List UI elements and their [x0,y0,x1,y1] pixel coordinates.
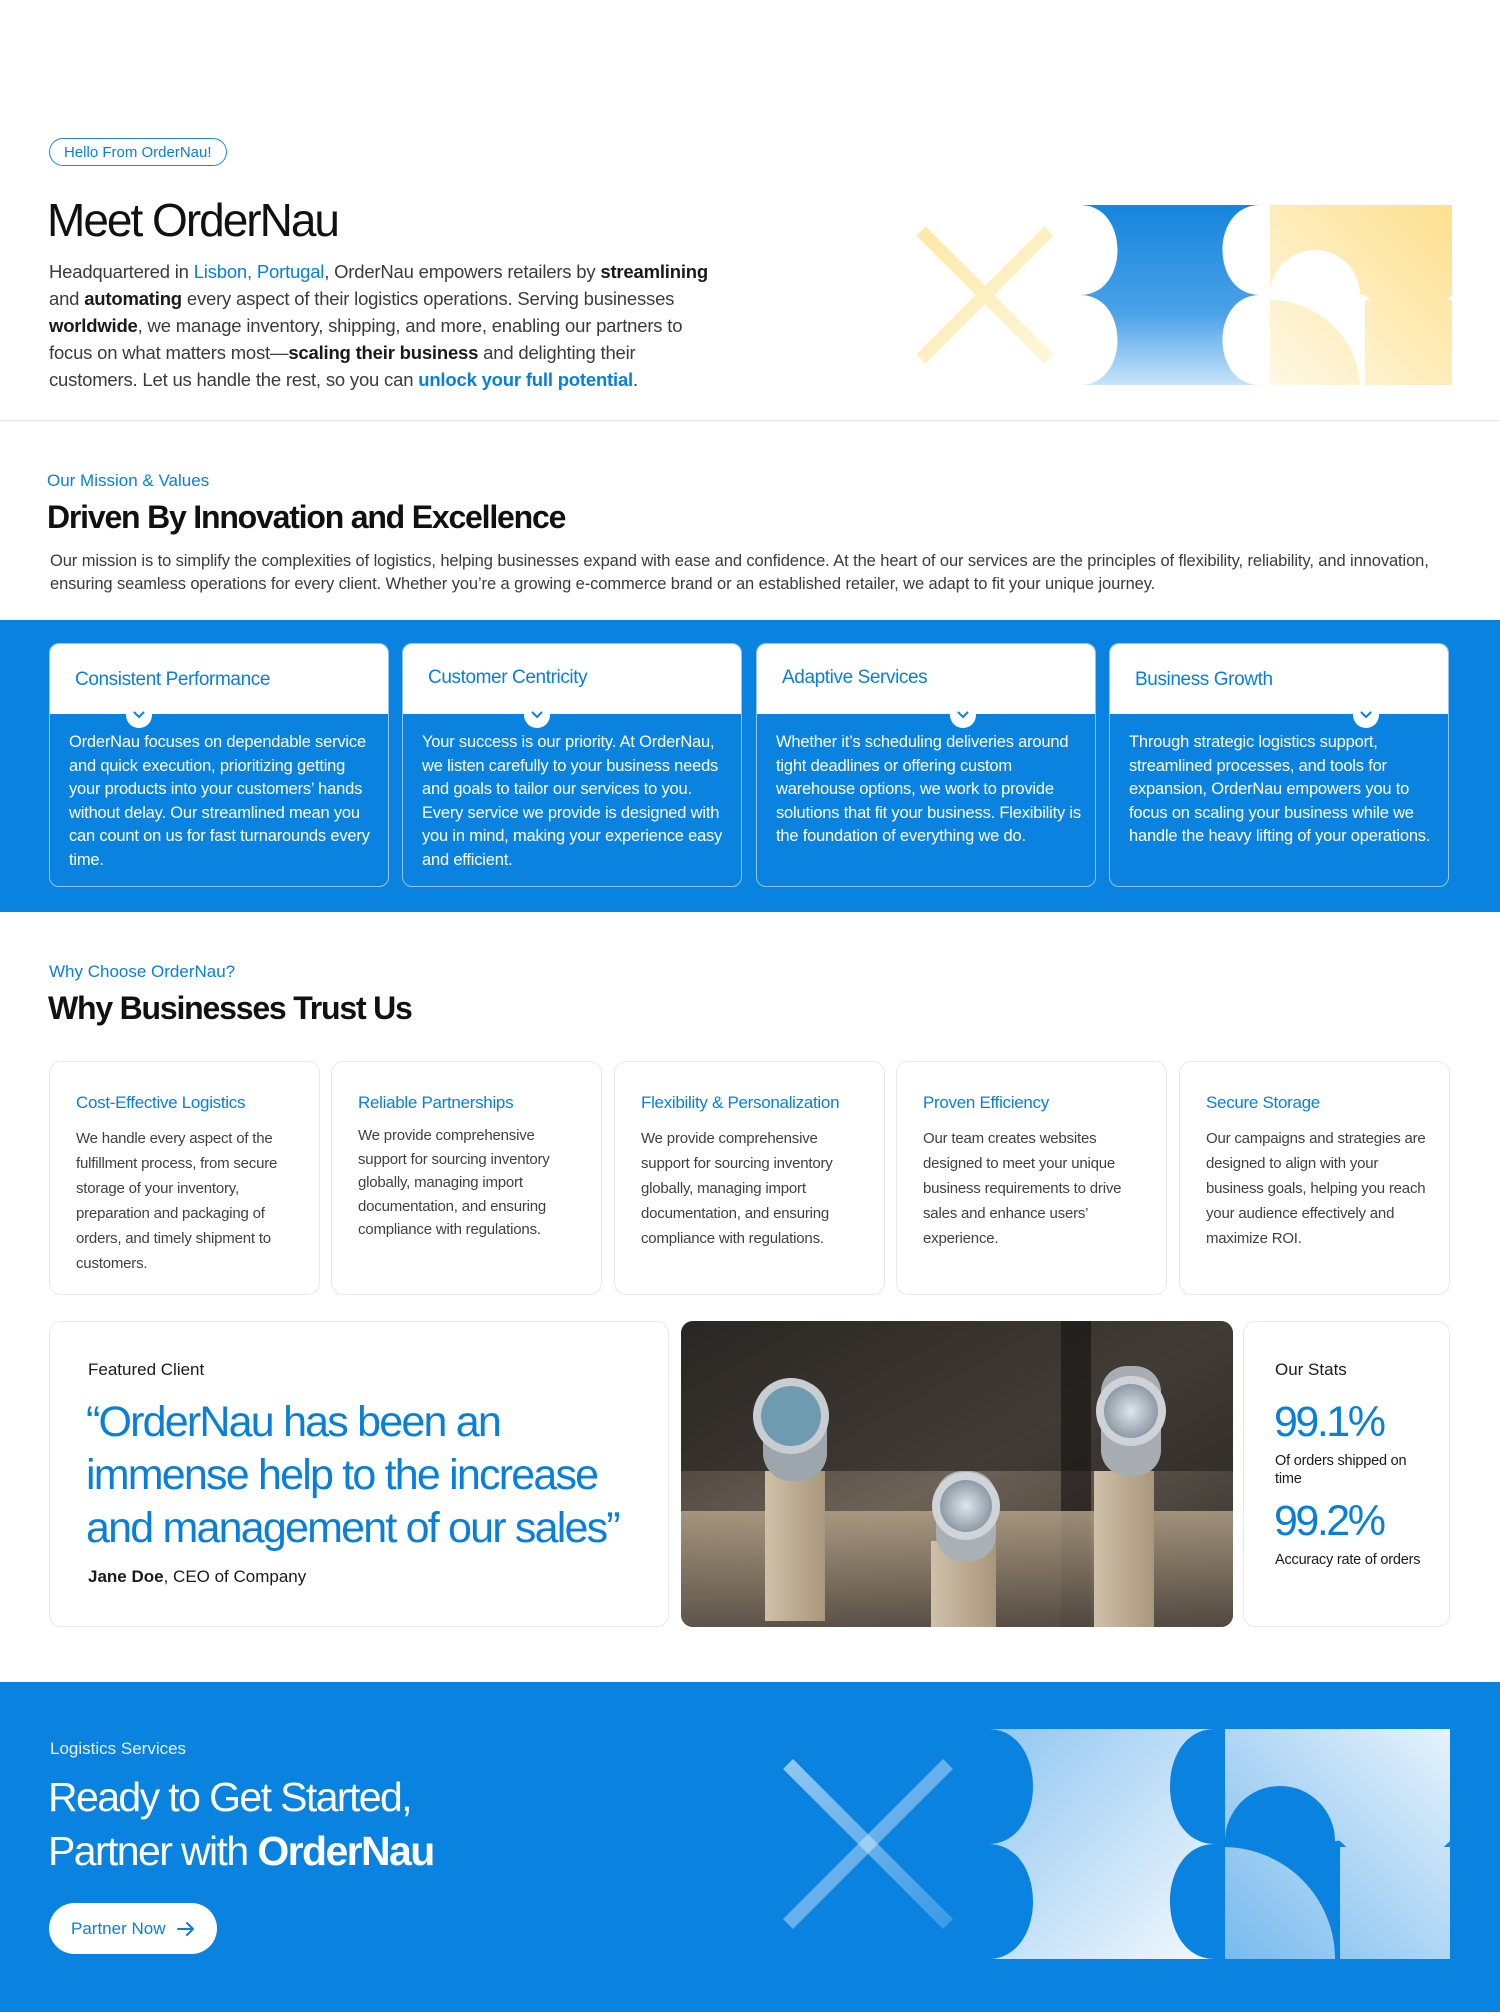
wave-shape [988,1729,1215,1959]
asterisk-shape [755,1729,981,1959]
hero-text: and [49,288,85,309]
partner-now-label: Partner Now [71,1918,166,1938]
featured-client-label: Featured Client [88,1360,205,1379]
cta-title-line2: Partner with [48,1828,258,1874]
trust-card-text: We provide comprehensive support for sourcing inventory globally, managing import documentation, and ensuring compliance with regulations. [358,1127,550,1238]
partner-now-button[interactable] [49,1903,217,1954]
chevron-down-icon[interactable] [1353,702,1379,728]
watches-photo [681,1321,1233,1627]
trust-card-text: Our campaigns and strategies are designed to align with your business goals, helping you reach your audience effectively and maximize ROI. [1206,1130,1426,1247]
value-card-business-growth [1109,643,1449,887]
trust-card-text: We provide comprehensive support for sourcing inventory globally, managing import documentation, and ensuring compliance with regulations. [641,1130,833,1247]
why-eyebrow: Why Choose OrderNau? [49,962,236,981]
value-card-adaptive-services [756,643,1096,887]
stats-card [1243,1321,1450,1627]
blue-wave-shape [1080,205,1260,385]
cta-title-line1: Ready to Get Started, [48,1774,411,1820]
trust-card-title: Cost-Effective Logistics [76,1093,246,1112]
hero-emphasis: scaling their business [288,342,479,363]
arrow-right-icon [177,1922,195,1936]
stat-value: 99.1% [1274,1398,1384,1446]
mission-paragraph: Our mission is to simplify the complexities of logistics, helping businesses expand with ease and confidence. At the heart of our services are the principles of flexibility, reliability, and innovation, ensuring seamless operations for every client. Whether you’re a growing e-commerce brand or an established retailer, we adapt to fit your unique journey. [50,552,1429,593]
client-author [88,1567,306,1587]
trust-card-title: Proven Efficiency [923,1093,1049,1112]
client-quote: “OrderNau has been an immense help to the increase and management of our sales” [86,1398,619,1552]
hero-emphasis: automating [84,288,182,309]
hello-tag-label: Hello From OrderNau! [64,143,212,161]
hero-text: , we manage inventory, shipping, and more, enabling our partners to focus on what matters most— [49,315,683,363]
page-title: Meet OrderNau [47,194,339,246]
mission-eyebrow: Our Mission & Values [47,471,210,490]
trust-card-flexibility [614,1061,885,1295]
value-card-title: Consistent Performance [75,669,271,690]
cta-title [48,1770,434,1878]
trust-card-reliable-partnerships [331,1061,602,1295]
why-title: Why Businesses Trust Us [48,990,412,1026]
hello-tag [49,138,227,166]
cta-section [0,1682,1500,2012]
featured-client-card [49,1321,669,1627]
value-card-title: Adaptive Services [782,667,928,688]
trust-card-title: Flexibility & Personalization [641,1093,840,1112]
unlock-potential-link[interactable]: unlock your full potential [418,369,633,390]
trust-card-text: We handle every aspect of the fulfillment process, from secure storage of your inventory, preparation and packaging of orders, and timely shipment to customers. [76,1130,278,1272]
value-card-text: Whether it’s scheduling deliveries around tight deadlines or offering custom warehouse options, we work to provide solutions that fit your business. Flexibility is the foundation of everything we do. [776,733,1081,845]
asterisk-shape [895,205,1075,385]
stats-label: Our Stats [1275,1360,1347,1379]
trust-card-title: Reliable Partnerships [358,1093,514,1112]
hero-text: , OrderNau empowers retailers by [324,261,601,282]
value-card-title: Business Growth [1135,669,1273,690]
chevron-down-icon[interactable] [126,702,152,728]
hero-emphasis: streamlining [600,261,708,282]
author-role: , CEO of Company [163,1567,307,1586]
value-card-consistent-performance [49,643,389,887]
author-name: Jane Doe [88,1567,164,1586]
cta-graphic [755,1729,1450,1959]
cta-brand: OrderNau [257,1828,434,1874]
cta-eyebrow: Logistics Services [50,1739,187,1758]
value-card-title: Customer Centricity [428,667,588,688]
trust-card-title: Secure Storage [1206,1093,1320,1112]
section-divider [0,420,1500,421]
hero-text: . [632,369,638,390]
value-card-text: Your success is our priority. At OrderNau, we listen carefully to your business needs and goals to tailor our services to you. Every service we provide is designed with you in mind, making your experience easy and efficient. [422,733,723,869]
trust-card-text: Our team creates websites designed to meet your unique business requirements to drive sales and enhance users’ experience. [923,1130,1122,1247]
hero-description [49,258,719,393]
trust-card-cost-effective [49,1061,320,1295]
value-card-customer-centricity [402,643,742,887]
stat-value: 99.2% [1274,1497,1384,1545]
hero-text: Headquartered in [49,261,194,282]
hero-emphasis: worldwide [49,315,138,336]
trust-card-proven-efficiency [896,1061,1167,1295]
value-card-text: Through strategic logistics support, streamlined processes, and tools for expansion, OrderNau empowers you to focus on scaling your business while we handle the heavy lifting of your operations. [1129,733,1431,845]
mission-title: Driven By Innovation and Excellence [47,499,566,535]
value-card-text: OrderNau focuses on dependable service and quick execution, prioritizing getting your products into your customers’ hands without delay. Our streamlined mean you can count on us for fast turnarounds every time. [69,733,370,869]
chevron-down-icon[interactable] [524,702,550,728]
hero-graphic [890,200,1452,390]
stat-description: Of orders shipped on time [1275,1453,1407,1487]
stat-description: Accuracy rate of orders [1275,1552,1421,1568]
location-link[interactable]: Lisbon, Portugal [193,261,325,282]
yellow-block-shape [1270,205,1452,385]
block-shape [1225,1729,1450,1959]
hero-text: and delighting their customers. Let us handle the rest, so you can [49,342,636,390]
chevron-down-icon[interactable] [950,702,976,728]
trust-card-secure-storage [1179,1061,1450,1295]
hero-text: every aspect of their logistics operations. Serving businesses [181,288,675,309]
